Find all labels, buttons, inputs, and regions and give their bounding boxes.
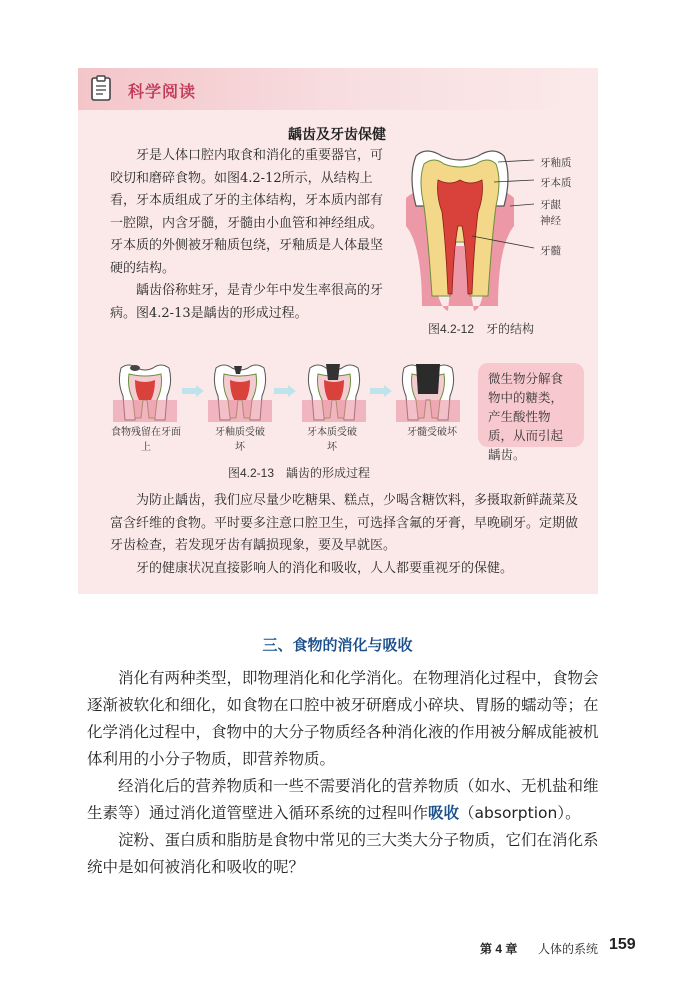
label-enamel: 牙釉质	[540, 157, 572, 169]
microbe-callout: 微生物分解食物中的糖类，产生酸性物质，从而引起龋齿。	[478, 363, 584, 447]
section-paragraph-2-term: （absorption）。	[459, 804, 581, 822]
stage-1-tooth-image	[113, 360, 177, 422]
article-paragraph-3: 为防止龋齿，我们应尽量少吃糖果、糕点，少喝含糖饮料，多摄取新鲜蔬菜及富含纤维的食物。平时要多注意口腔卫生，可选择含氟的牙膏，早晚刷牙。定期做牙齿检查，若发现牙齿有龋损现象，要及早就医。	[110, 493, 579, 553]
article-advice	[110, 490, 588, 580]
tooth-structure-figure	[398, 146, 598, 316]
section-paragraph-2	[87, 773, 607, 827]
section-paragraph-2-text: 经消化后的营养物质和一些不需要消化的营养物质（如水、无机盐和维生素等）通过消化道管壁进入循环系统的过程叫作	[87, 777, 599, 822]
reading-header-label: 科学阅读	[128, 82, 197, 101]
label-dentin: 牙本质	[540, 177, 572, 189]
stage-2-label: 牙釉质受破坏	[215, 427, 265, 453]
clipboard-icon	[90, 75, 112, 101]
section-title: 三、食物的消化与吸收	[262, 637, 413, 654]
stage-3-tooth-image	[302, 360, 366, 422]
section-body	[87, 665, 607, 881]
article-paragraph-4: 牙的健康状况直接影响人的消化和吸收，人人都要重视牙的保健。	[136, 560, 514, 576]
stage-1-label: 食物残留在牙面上	[111, 427, 181, 453]
stage-arrow-3-icon	[370, 385, 392, 397]
article-title: 龋齿及牙齿保健	[288, 127, 386, 143]
stage-2-tooth-image	[208, 360, 272, 422]
figure-4-2-12-caption: 图4.2-12 牙的结构	[428, 322, 535, 336]
label-pulp: 牙髓	[540, 245, 561, 257]
article-paragraph-1: 牙是人体口腔内取食和消化的重要器官，可咬切和磨碎食物。如图4.2-12所示，从结构上看，牙本质组成了牙的主体结构，牙本质内部有一腔隙，内含牙髓，牙髓由小血管和神经组成。牙本质的外侧被牙釉质包绕，牙釉质是人体最坚硬的结构。	[110, 148, 384, 276]
page-number: 159	[609, 936, 636, 953]
footer-chapter-number: 第 4 章	[480, 942, 518, 956]
stage-4-label: 牙髓受破坏	[407, 427, 457, 438]
stage-3-label: 牙本质受破坏	[307, 427, 357, 453]
stage-arrow-1-icon	[182, 385, 204, 397]
keyword-absorption: 吸收	[428, 804, 460, 822]
section-paragraph-1: 消化有两种类型，即物理消化和化学消化。在物理消化过程中，食物会逐渐被软化和细化，如食物在口腔中被牙研磨成小碎块、胃肠的蠕动等；在化学消化过程中，食物中的大分子物质经各种消化液的作用被分解成能被机体利用的小分子物质，即营养物质。	[87, 669, 599, 768]
article-intro	[110, 145, 392, 325]
article-paragraph-2: 龋齿俗称蛀牙，是青少年中发生率很高的牙病。图4.2-13是龋齿的形成过程。	[110, 283, 384, 321]
stage-4-tooth-image	[396, 360, 460, 422]
stage-arrow-2-icon	[274, 385, 296, 397]
footer-chapter-name: 人体的系统	[538, 942, 599, 956]
label-gum: 牙龈	[540, 199, 561, 211]
figure-4-2-13-caption: 图4.2-13 龋齿的形成过程	[228, 466, 371, 480]
section-paragraph-3: 淀粉、蛋白质和脂肪是食物中常见的三大类大分子物质，它们在消化系统中是如何被消化和吸收的呢？	[87, 831, 599, 876]
label-nerve: 神经	[540, 215, 561, 227]
